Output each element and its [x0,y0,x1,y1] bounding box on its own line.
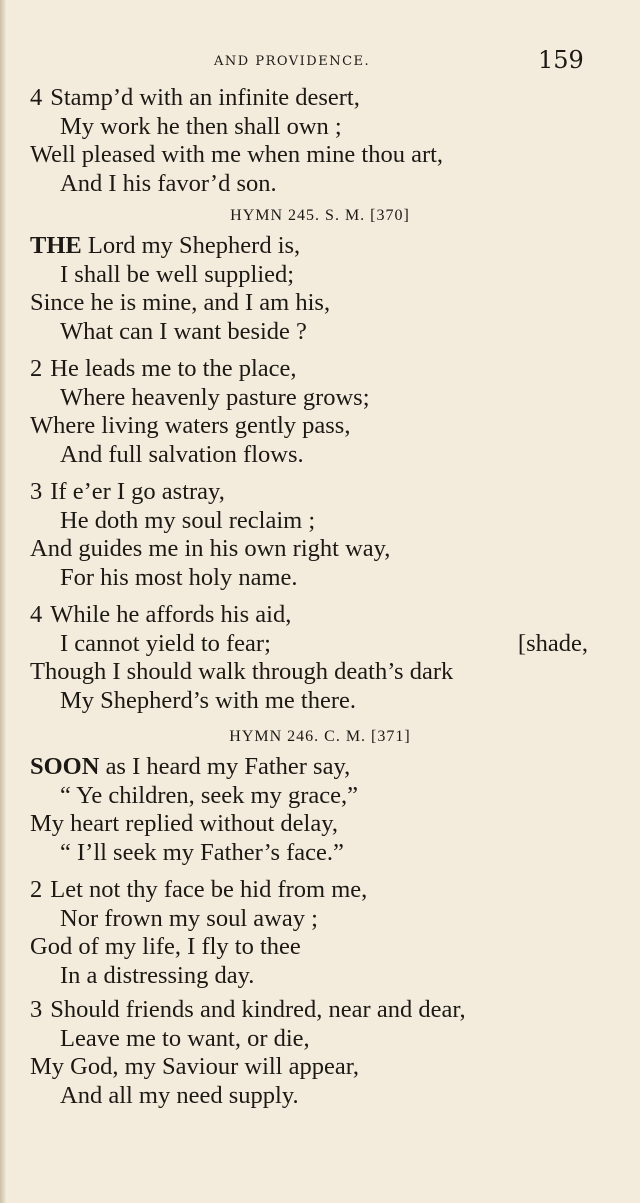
verse-text: He leads me to the place, [50,355,297,382]
verse-line: Leave me to want, or die, [60,1024,310,1052]
verse-text: Lord my Shepherd is, [81,232,301,259]
stanza [30,753,610,867]
verse-line: Where living waters gently pass, [30,412,351,439]
stanza [30,996,610,1110]
verse-text: as I heard my Father say, [99,753,351,780]
stanza [30,355,610,469]
verse-line: Though I should walk through death’s dark [30,658,454,685]
verse-line [30,753,610,782]
verse-line [30,232,610,261]
verse-text: Stamp’d with an infinite desert, [50,84,360,111]
verse-line [30,996,610,1025]
verse-number: 4 [30,601,43,628]
verse-line [30,601,610,630]
verse-line: And all my need supply. [60,1081,299,1109]
page-edge [0,0,6,1203]
stanza [30,601,610,715]
verse-line: And full salvation flows. [60,440,304,468]
stanza [30,478,610,592]
overflow-word: [shade, [517,629,588,657]
verse-line: What can I want beside ? [60,317,307,345]
verse-number: 2 [30,876,43,903]
verse-line: Well pleased with me when mine thou art, [30,141,444,168]
running-head: AND PROVIDENCE. [214,54,371,69]
verse-line: “ I’ll seek my Father’s face.” [60,838,344,866]
stanza [30,876,610,990]
verse-text: If e’er I go astray, [50,478,225,505]
verse-line: Nor frown my soul away ; [60,904,318,932]
page-header [0,46,640,76]
hymn-heading: HYMN 246. C. M. [371] [229,728,411,745]
verse-text: I cannot yield to fear; [60,629,271,657]
verse-number: 3 [30,996,43,1023]
verse-line: “ Ye children, seek my grace,” [60,781,358,809]
verse-line: In a distressing day. [60,961,255,989]
verse-text: Let not thy face be hid from me, [50,876,368,903]
verse-line: Since he is mine, and I am his, [30,289,331,316]
verse-line: And I his favor’d son. [60,169,277,197]
verse-number: 4 [30,84,43,111]
verse-text: Should friends and kindred, near and dear, [50,996,466,1023]
first-word: SOON [30,753,100,780]
verse-line [30,876,610,905]
stanza [30,84,610,198]
verse-line [30,355,610,384]
hymn-text [30,84,610,1110]
verse-number: 2 [30,355,43,382]
verse-line [30,478,610,507]
verse-line: My Shepherd’s with me there. [60,686,356,714]
verse-line: God of my life, I fly to thee [30,933,301,960]
verse-line: My God, my Saviour will appear, [30,1053,360,1080]
verse-line: And guides me in his own right way, [30,535,391,562]
verse-line [30,630,610,659]
verse-line: He doth my soul reclaim ; [60,506,316,534]
verse-line: I shall be well supplied; [60,260,295,288]
hymn-heading: HYMN 245. S. M. [370] [230,207,410,224]
verse-line: My heart replied without delay, [30,810,338,837]
verse-line: Where heavenly pasture grows; [60,383,370,411]
stanza [30,232,610,346]
verse-line: For his most holy name. [60,563,298,591]
verse-line: My work he then shall own ; [60,112,342,140]
verse-line [30,84,610,113]
verse-text: While he affords his aid, [50,601,292,628]
first-word: THE [30,232,82,259]
verse-number: 3 [30,478,43,505]
page-number: 159 [538,46,584,74]
